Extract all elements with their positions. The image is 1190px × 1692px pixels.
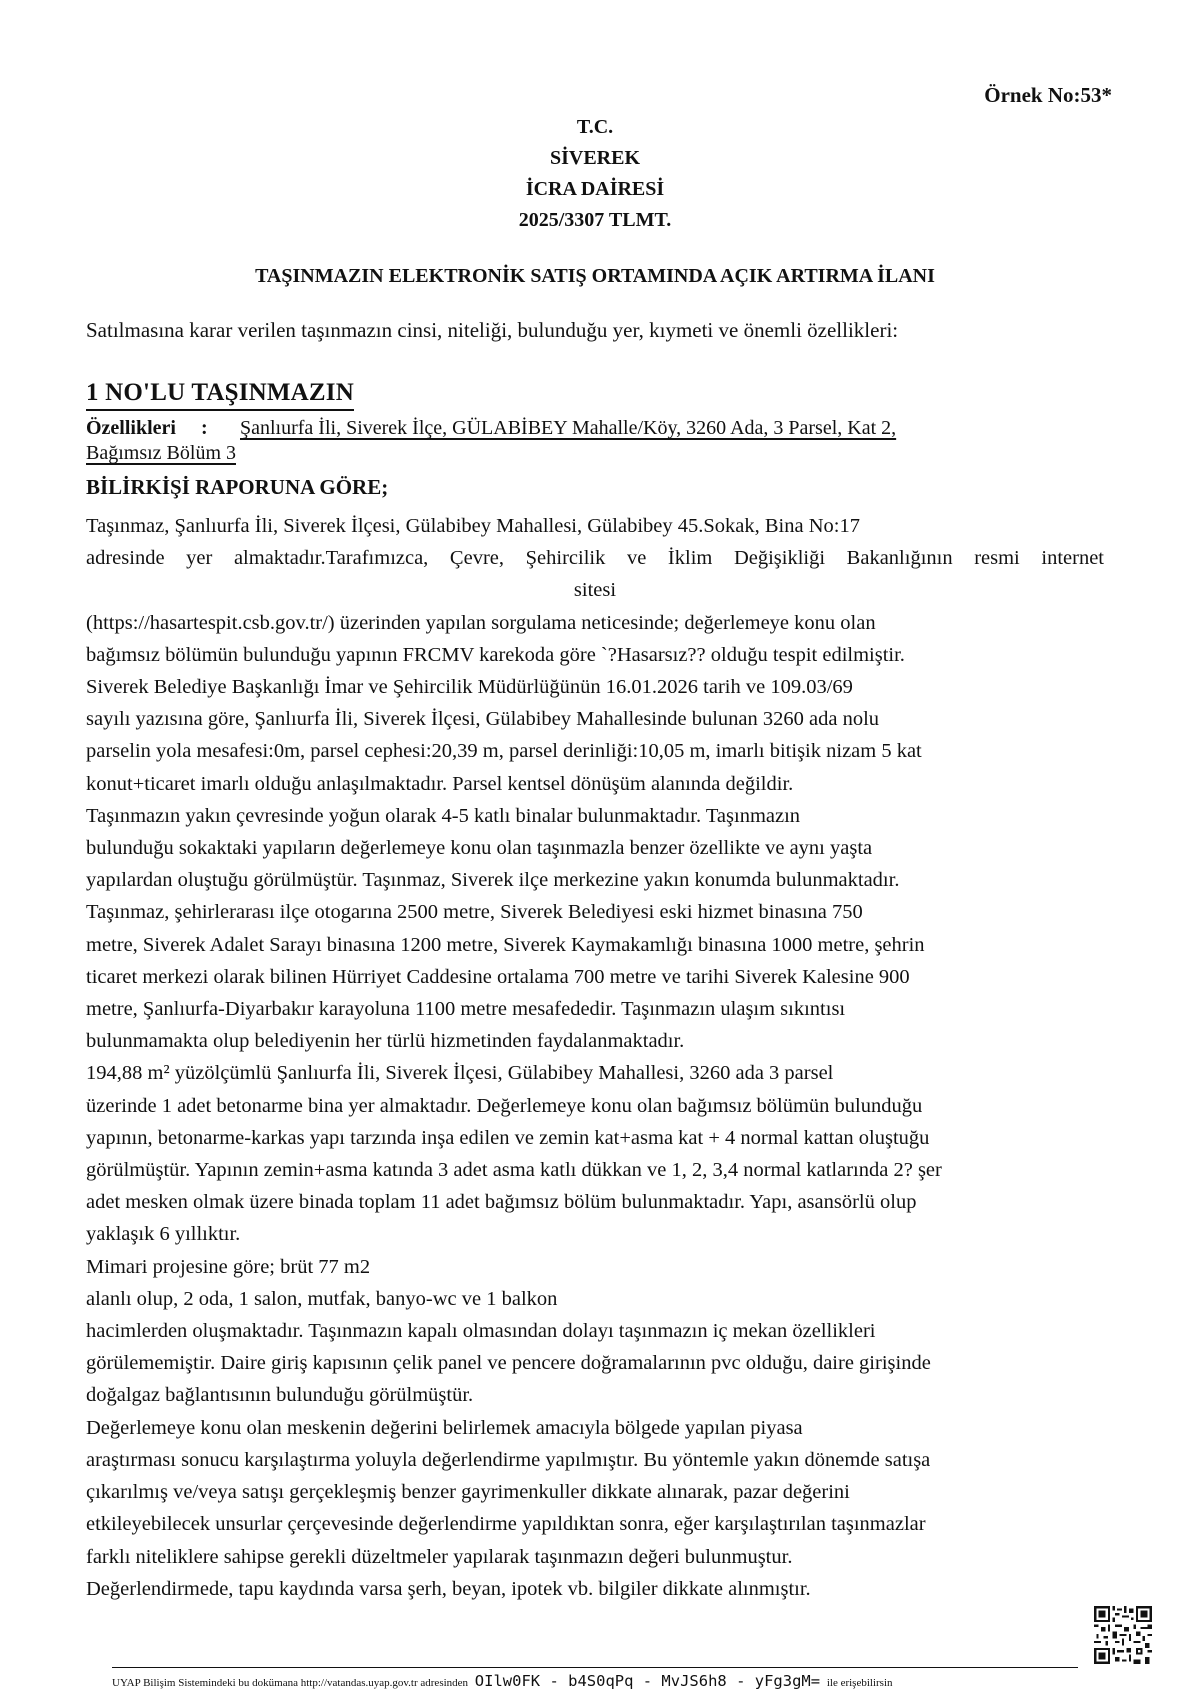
body-line: Değerlemeye konu olan meskenin değerini belirlemek amacıyla bölgede yapılan piyasa xyxy=(86,1416,803,1439)
footer-prefix: UYAP Bilişim Sistemindeki bu dokümana http://vatandas.uyap.gov.tr adresinden xyxy=(112,1677,469,1689)
header-city: SİVEREK xyxy=(549,147,641,169)
body-line: araştırması sonucu karşılaştırma yoluyla değerlendirme yapılmıştır. Bu yöntemle yakın dönemde satışa xyxy=(86,1448,931,1471)
report-heading: BİLİRKİŞİ RAPORUNA GÖRE; xyxy=(86,475,389,499)
body-line: sitesi xyxy=(573,579,617,602)
body-line: yaklaşık 6 yıllıktır. xyxy=(86,1223,241,1246)
footer xyxy=(112,1672,1092,1692)
verification-code: OIlw0FK - b4S0qPq - MvJS6h8 - yFg3gM= xyxy=(474,1672,821,1690)
body-line: metre, Siverek Adalet Sarayı binasına 1200 metre, Siverek Kaymakamlığı binasına 1000 metre, şehrin xyxy=(86,933,925,956)
body-line: farklı niteliklere sahipse gerekli düzeltmeler yapılarak taşınmazın değeri bulunmuştur. xyxy=(86,1545,793,1568)
body-line: çıkarılmış ve/veya satışı gerçekleşmiş benzer gayrimenkuller dikkate alınarak, pazar değerini xyxy=(86,1481,850,1504)
body-line: Siverek Belediye Başkanlığı İmar ve Şehircilik Müdürlüğünün 16.01.2026 tarih ve 109.03/69 xyxy=(86,676,853,699)
body-line: 194,88 m² yüzölçümlü Şanlıurfa İli, Siverek İlçesi, Gülabibey Mahallesi, 3260 ada 3 parsel xyxy=(86,1062,834,1085)
features-text-line1: Şanlıurfa İli, Siverek İlçe, GÜLABİBEY Mahalle/Köy, 3260 Ada, 3 Parsel, Kat 2, xyxy=(240,417,897,439)
body-line: ticaret merkezi olarak bilinen Hürriyet Caddesine ortalama 700 metre ve tarihi Siverek Kalesine 900 xyxy=(86,965,910,988)
body-line: alanlı olup, 2 oda, 1 salon, mutfak, banyo-wc ve 1 balkon xyxy=(86,1287,558,1310)
body-line: metre, Şanlıurfa-Diyarbakır karayoluna 1100 metre mesafededir. Taşınmazın ulaşım sıkıntısı xyxy=(86,998,846,1021)
body-line: hacimlerden oluşmaktadır. Taşınmazın kapalı olmasından dolayı taşınmazın iç mekan özellikleri xyxy=(86,1320,876,1343)
header-file-number: 2025/3307 TLMT. xyxy=(518,209,672,231)
body-line: Taşınmazın yakın çevresinde yoğun olarak 4-5 katlı binalar bulunmaktadır. Taşınmazın xyxy=(86,804,801,827)
body-line: üzerinde 1 adet betonarme bina yer almaktadır. Değerlemeye konu olan bağımsız bölümün bulunduğu xyxy=(86,1094,923,1117)
footer-rule xyxy=(112,1667,1078,1668)
body-line: adet mesken olmak üzere binada toplam 11 adet bağımsız bölüm bulunmaktadır. Yapı, asansörlü olup xyxy=(86,1191,917,1214)
body-line: etkileyebilecek unsurlar çerçevesinde değerlendirme yapıldıktan sonra, eğer karşılaştırılan taşınmazlar xyxy=(86,1513,926,1536)
features-label: Özellikleri : xyxy=(86,417,208,439)
body-line: görülmüştür. Yapının zemin+asma katında 3 adet asma katlı dükkan ve 1, 2, 3,4 normal katlarında 2? şer xyxy=(86,1159,942,1182)
body-line: Değerlendirmede, tapu kaydında varsa şerh, beyan, ipotek vb. bilgiler dikkate alınmıştır. xyxy=(86,1577,811,1600)
body-line: konut+ticaret imarlı olduğu anlaşılmaktadır. Parsel kentsel dönüşüm alanında değildir. xyxy=(86,772,794,795)
body-line: parselin yola mesafesi:0m, parsel cephesi:20,39 m, parsel derinliği:10,05 m, imarlı bitişik nizam 5 kat xyxy=(86,740,922,763)
body-line: yapılardan oluştuğu görülmüştür. Taşınmaz, Siverek ilçe merkezine yakın konumda bulunmaktadır. xyxy=(86,869,900,892)
header-office: İCRA DAİRESİ xyxy=(525,178,665,200)
property-features xyxy=(86,416,1086,466)
body-line: bulunduğu sokaktaki yapıların değerlemeye konu olan taşınmazla benzer özellikte ve aynı yaşta xyxy=(86,837,873,860)
features-text-line2: Bağımsız Bölüm 3 xyxy=(86,442,236,464)
sample-number: Örnek No:53* xyxy=(984,83,1112,107)
body-line: adresinde yer almaktadır.Tarafımızca, Çevre, Şehircilik ve İklim Değişikliği Bakanlığının resmi internet xyxy=(86,547,1104,570)
header-tc: T.C. xyxy=(576,116,614,138)
document-header xyxy=(0,112,1190,292)
body-line: bağımsız bölümün bulunduğu yapının FRCMV karekoda göre `?Hasarsız?? olduğu tespit edilmiştir. xyxy=(86,643,905,666)
body-line: Taşınmaz, şehirlerarası ilçe otogarına 2500 metre, Siverek Belediyesi eski hizmet binasına 750 xyxy=(86,901,863,924)
body-line: bulunmamakta olup belediyenin her türlü hizmetinden faydalanmaktadır. xyxy=(86,1030,685,1053)
property-title: 1 NO'LU TAŞINMAZIN xyxy=(86,379,354,411)
announcement-title: TAŞINMAZIN ELEKTRONİK SATIŞ ORTAMINDA AÇIK ARTIRMA İLANI xyxy=(255,265,935,287)
footer-suffix: ile erişebilirsin xyxy=(826,1677,893,1689)
body-line: sayılı yazısına göre, Şanlıurfa İli, Siverek İlçesi, Gülabibey Mahallesinde bulunan 3260 ada nolu xyxy=(86,708,880,731)
body-line: yapının, betonarme-karkas yapı tarzında inşa edilen ve zemin kat+asma kat + 4 normal kattan oluştuğu xyxy=(86,1126,930,1149)
intro-text: Satılmasına karar verilen taşınmazın cinsi, niteliği, bulunduğu yer, kıymeti ve önemli özellikleri: xyxy=(86,318,899,342)
qr-code-icon xyxy=(1094,1606,1152,1664)
body-line: Taşınmaz, Şanlıurfa İli, Siverek İlçesi, Gülabibey Mahallesi, Gülabibey 45.Sokak, Bina No:17 xyxy=(86,515,860,537)
body-line: Mimari projesine göre; brüt 77 m2 xyxy=(86,1255,371,1278)
body-line: görülememiştir. Daire giriş kapısının çelik panel ve pencere doğramalarının pvc olduğu, daire girişinde xyxy=(86,1352,931,1375)
report-body xyxy=(86,510,1116,1605)
body-line: doğalgaz bağlantısının bulunduğu görülmüştür. xyxy=(86,1384,474,1407)
body-line: (https://hasartespit.csb.gov.tr/) üzerinden yapılan sorgulama neticesinde; değerlemeye konu olan xyxy=(86,611,876,634)
